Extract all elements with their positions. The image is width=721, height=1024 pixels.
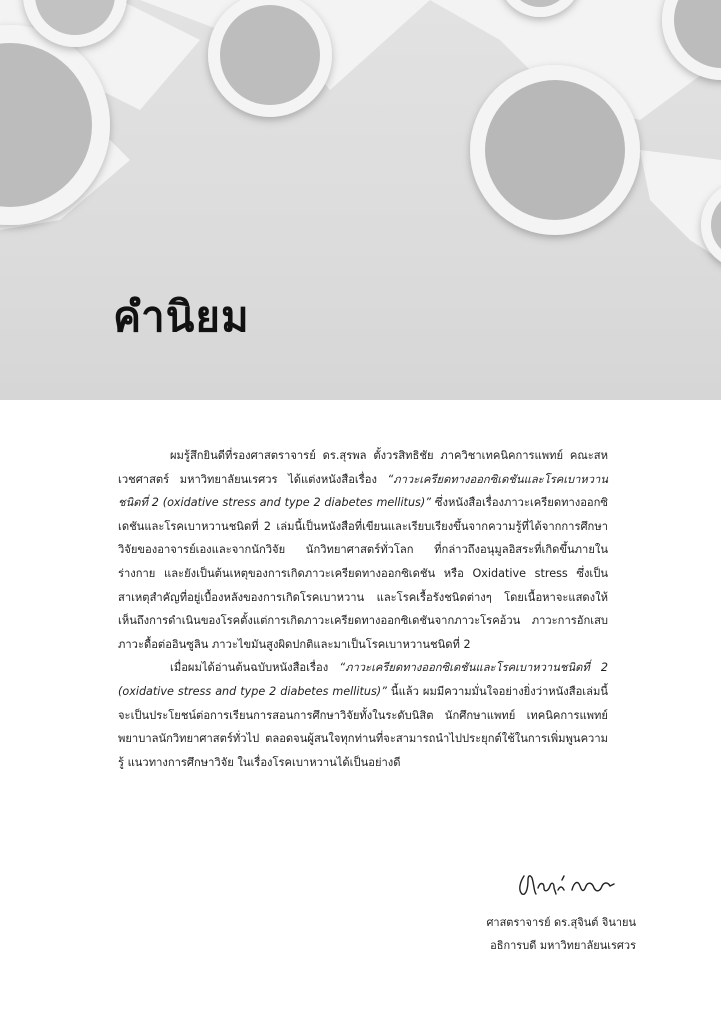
paragraph-1-rest: ซึ่งหนังสือเรื่องภาวะเครียดทางออกซิเดชันและโรคเบาหวานชนิดที่ 2 เล่มนี้เป็นหนังสือที่เขียนและเรียบเรียงขึ้นจากความรู้ที่ได้จากการศึกษาวิจัยของอาจารย์เองและจากนักวิจัย นักวิทยาศาสตร์ทั่วโลก ที่กล่าวถึงอนุมูลอิสระที่เกิดขึ้นภายในร่างกาย และยังเป็นต้นเหตุของการเกิดภาวะเครียดทางออกซิเดชัน หรือ Oxidative stress ซึ่งเป็นสาเหตุสำคัญที่อยู่เบื้องหลังของการเกิดโรคเบาหวาน และโรคเรื้อรังชนิดต่างๆ โดยเนื้อหาจะแสดงให้เห็นถึงการดำเนินของโรคตั้งแต่การเกิดภาวะเครียดทางออกซิเดชันจากภาวะโรคอ้วน ภาวะการอักเสบ ภาวะดื้อต่ออินซูลิน ภาวะไขมันสูงผิดปกติและมาเป็นโรคเบาหวานชนิดที่ 2 (118, 496, 609, 651)
signer-name: ศาสตราจารย์ ดร.สุจินต์ จินายน (486, 916, 636, 929)
foreword-body (118, 444, 608, 774)
paragraph-1-lead: ผมรู้สึกยินดีที่รองศาสตราจารย์ ดร.สุรพล ตั้งวรสิทธิชัย ภาควิชาเทคนิคการแพทย์ คณะสหเวชศาสตร์ มหาวิทยาลัยนเรศวร ได้แต่งหนังสือเรื่อง (118, 449, 608, 486)
paragraph-1-book-title: “ภาวะเครียดทางออกซิเดชันและโรคเบาหวานชนิดที่ 2 (oxidative stress and type 2 diabetes mellitus)” (118, 472, 608, 510)
decorative-circles (0, 0, 721, 400)
page-title: คำนิยม (113, 292, 250, 341)
paragraph-1 (118, 444, 608, 656)
circle-right-large (470, 65, 640, 235)
paragraph-2-book-title: “ภาวะเครียดทางออกซิเดชันและโรคเบาหวานชนิดที่ 2 (oxidative stress and type 2 diabetes mellitus)” (118, 661, 609, 698)
paragraph-2 (118, 656, 608, 774)
handwritten-signature (514, 870, 624, 902)
signer-title: อธิการบดี มหาวิทยาลัยนเรศวร (490, 939, 636, 952)
paragraph-2-rest: นี้แล้ว ผมมีความมั่นใจอย่างยิ่งว่าหนังสือเล่มนี้จะเป็นประโยชน์ต่อการเรียนการสอนการศึกษาวิจัยทั้งในระดับนิสิต นักศึกษาแพทย์ เทคนิคการแพทย์ พยาบาลนักวิทยาศาสตร์ทั่วไป ตลอดจนผู้สนใจทุกท่านที่จะสามารถนำไปประยุกต์ใช้ในการเพิ่มพูนความรู้ แนวทางการศึกษาวิจัย ในเรื่องโรคเบาหวานได้เป็นอย่างดี (118, 684, 608, 769)
circle-middle (208, 0, 332, 117)
header-band (0, 0, 721, 400)
paragraph-2-lead: เมื่อผมได้อ่านต้นฉบับหนังสือเรื่อง (170, 661, 340, 675)
